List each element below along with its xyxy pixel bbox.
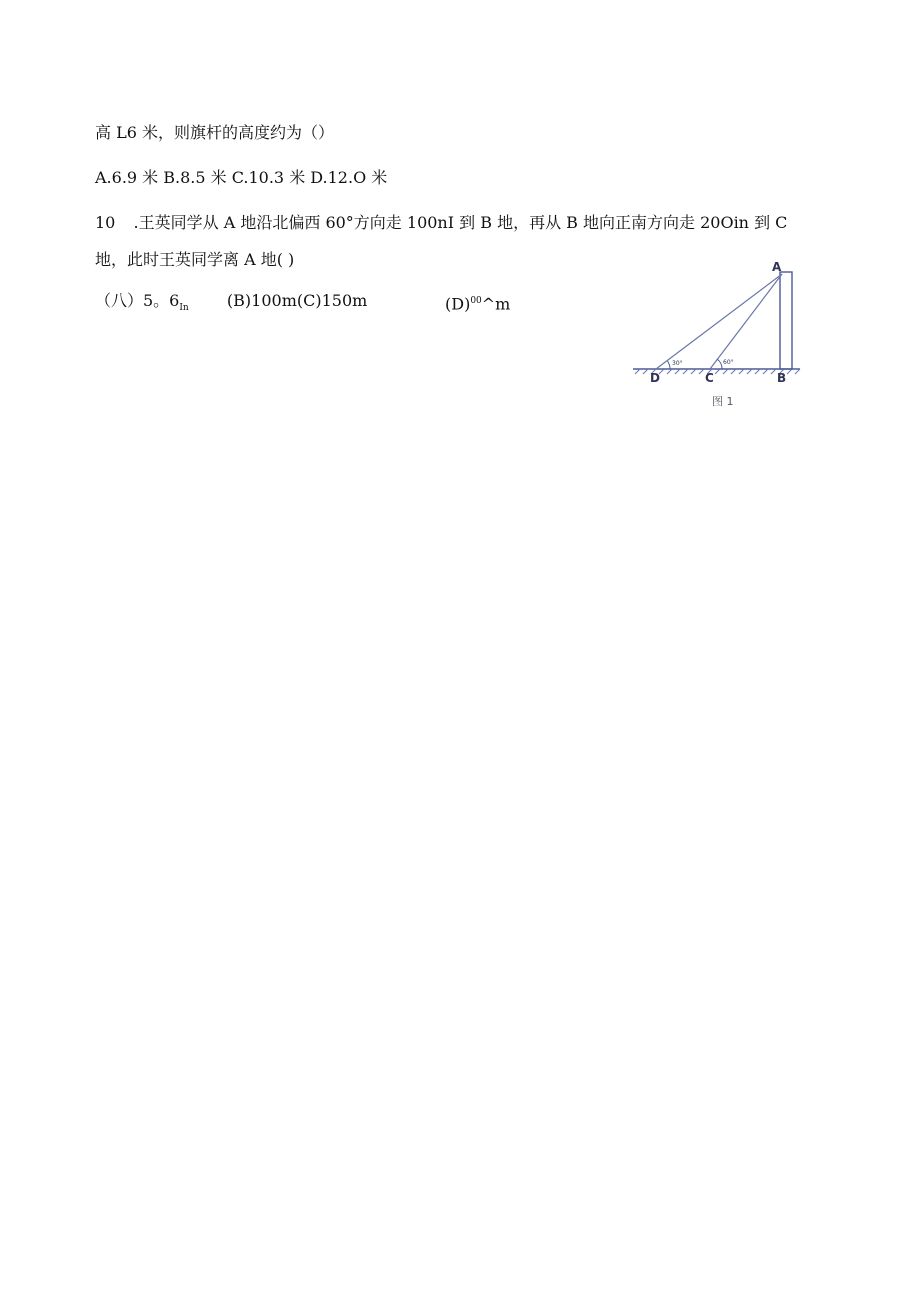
flagpole-figure xyxy=(630,255,815,415)
q9-line-text: 高 L6 米，则旗杆的高度约为（） xyxy=(95,123,334,142)
q10-stem-line1 xyxy=(95,212,787,234)
q10-option-a xyxy=(95,291,189,314)
q10-text-line1: .王英同学从 A 地沿北偏西 60°方向走 100nI 到 B 地，再从 B 地向正南方向走 20Oin 到 C xyxy=(133,213,788,232)
flagpole xyxy=(780,272,792,369)
figure-label-b: B xyxy=(777,371,787,385)
q10-option-d-tail: ^m xyxy=(481,294,511,314)
figure-label-d: D xyxy=(650,371,660,385)
q10-options xyxy=(95,290,515,319)
q10-option-bc: (B)100m(C)150m xyxy=(226,291,368,310)
angle-arc-c xyxy=(717,359,722,369)
figure-label-c: C xyxy=(705,371,714,385)
angle-arc-d xyxy=(668,361,671,369)
q10-option-a-main: （八）5。6 xyxy=(95,291,180,310)
figure-angle-c: 60° xyxy=(723,359,734,366)
figure-angle-d: 30° xyxy=(672,360,683,367)
q10-option-d-main: (D) xyxy=(445,294,471,314)
q10-text-line2: 地，此时王英同学离 A 地( ) xyxy=(95,250,295,269)
q9-options-text: A.6.9 米 B.8.5 米 C.10.3 米 D.12.O 米 xyxy=(95,168,388,187)
sight-line-c xyxy=(710,274,782,369)
q9-options xyxy=(95,167,387,189)
figure-label-a: A xyxy=(772,260,782,274)
q10-option-d-sup: 00 xyxy=(470,296,482,306)
q9-stem-end xyxy=(95,122,334,144)
sight-line-d xyxy=(656,274,782,369)
q10-option-d xyxy=(445,290,510,315)
q10-number: 10 xyxy=(95,213,116,232)
q10-stem-line2 xyxy=(95,249,294,271)
q10-option-a-sub: In xyxy=(179,303,189,314)
figure-caption: 图 1 xyxy=(712,395,734,408)
